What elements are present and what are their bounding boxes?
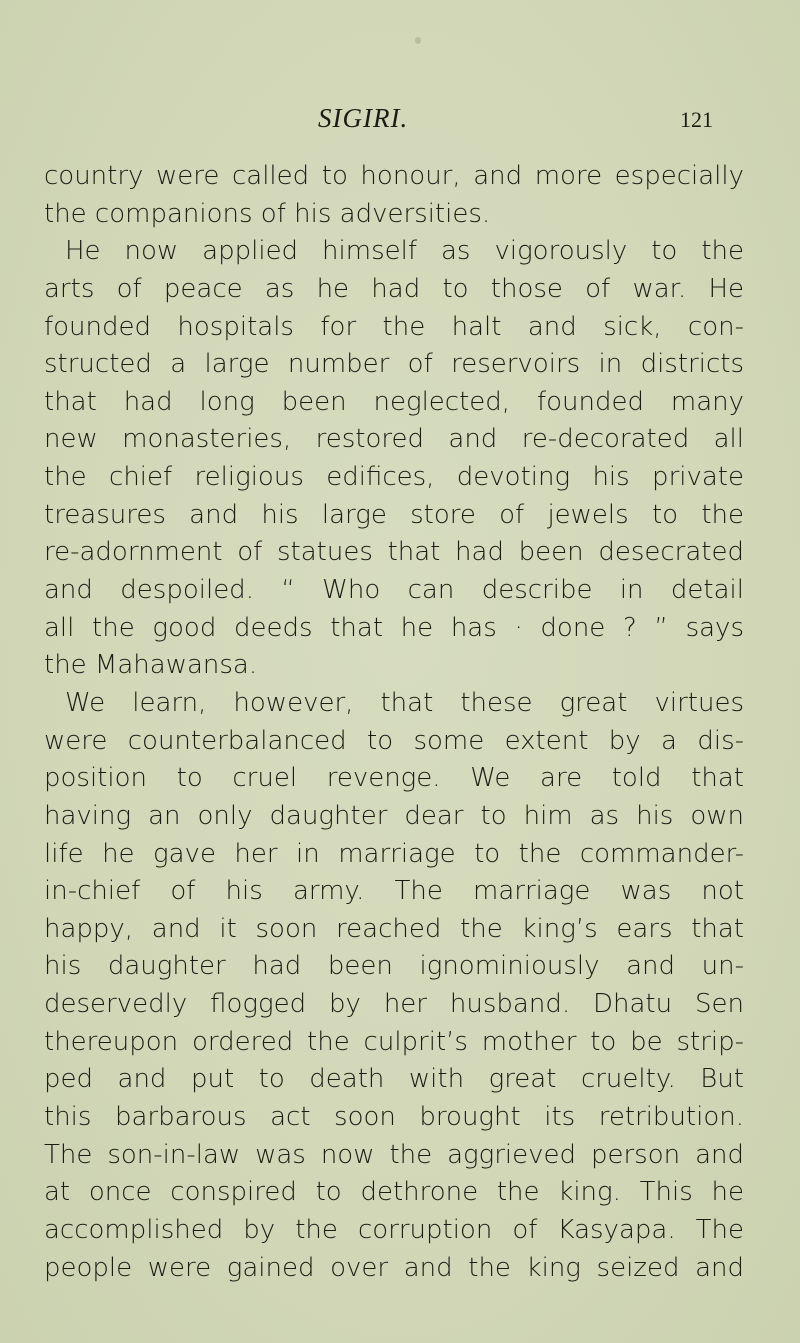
text-line: ped and put to death with great cruelty. But <box>44 1064 744 1095</box>
running-head <box>0 97 800 137</box>
text-line: deservedly flogged by her husband. Dhatu Sen <box>44 989 744 1020</box>
text-line: at once conspired to dethrone the king. This he <box>44 1177 744 1208</box>
text-line: the chief religious edifices, devoting his private <box>44 462 744 493</box>
text-line: We learn, however, that these great virtues <box>65 687 744 718</box>
text-line: and despoiled. “ Who can describe in detail <box>44 575 744 606</box>
text-line: arts of peace as he had to those of war. He <box>44 273 744 304</box>
body-text <box>44 158 744 1287</box>
running-title: SIGIRI. <box>318 103 409 133</box>
text-line: re-adornment of statues that had been desecrated <box>44 537 744 568</box>
text-line: thereupon ordered the culprit’s mother to be strip- <box>44 1026 744 1057</box>
text-line: this barbarous act soon brought its retribution. <box>44 1102 744 1133</box>
text-line: structed a large number of reservoirs in districts <box>44 349 744 380</box>
paper-speck <box>415 37 421 44</box>
text-line: the Mahawansa. <box>44 650 258 681</box>
text-line: life he gave her in marriage to the commander- <box>44 838 744 869</box>
text-line: were counterbalanced to some extent by a dis- <box>44 725 744 756</box>
text-line: treasures and his large store of jewels to the <box>44 499 744 530</box>
text-line: that had long been neglected, founded many <box>44 386 744 417</box>
text-line: The son-in-law was now the aggrieved person and <box>44 1139 744 1170</box>
text-line: happy, and it soon reached the king’s ears that <box>44 913 744 944</box>
text-line: all the good deeds that he has · done ? ” says <box>44 612 744 643</box>
text-line: his daughter had been ignominiously and un- <box>44 951 744 982</box>
text-line: having an only daughter dear to him as his own <box>44 800 744 831</box>
text-line: country were called to honour, and more especially <box>44 161 744 191</box>
text-line: people were gained over and the king seized and <box>44 1252 744 1283</box>
text-line: in-chief of his army. The marriage was not <box>44 876 744 907</box>
text-line: the companions of his adversities. <box>44 198 491 229</box>
text-line: He now applied himself as vigorously to the <box>65 236 744 267</box>
text-line: new monasteries, restored and re-decorated all <box>44 424 744 455</box>
text-line: position to cruel revenge. We are told that <box>44 763 744 794</box>
text-line: founded hospitals for the halt and sick, con- <box>44 311 744 342</box>
text-line: accomplished by the corruption of Kasyapa. The <box>44 1214 744 1245</box>
page-number: 121 <box>680 107 713 132</box>
